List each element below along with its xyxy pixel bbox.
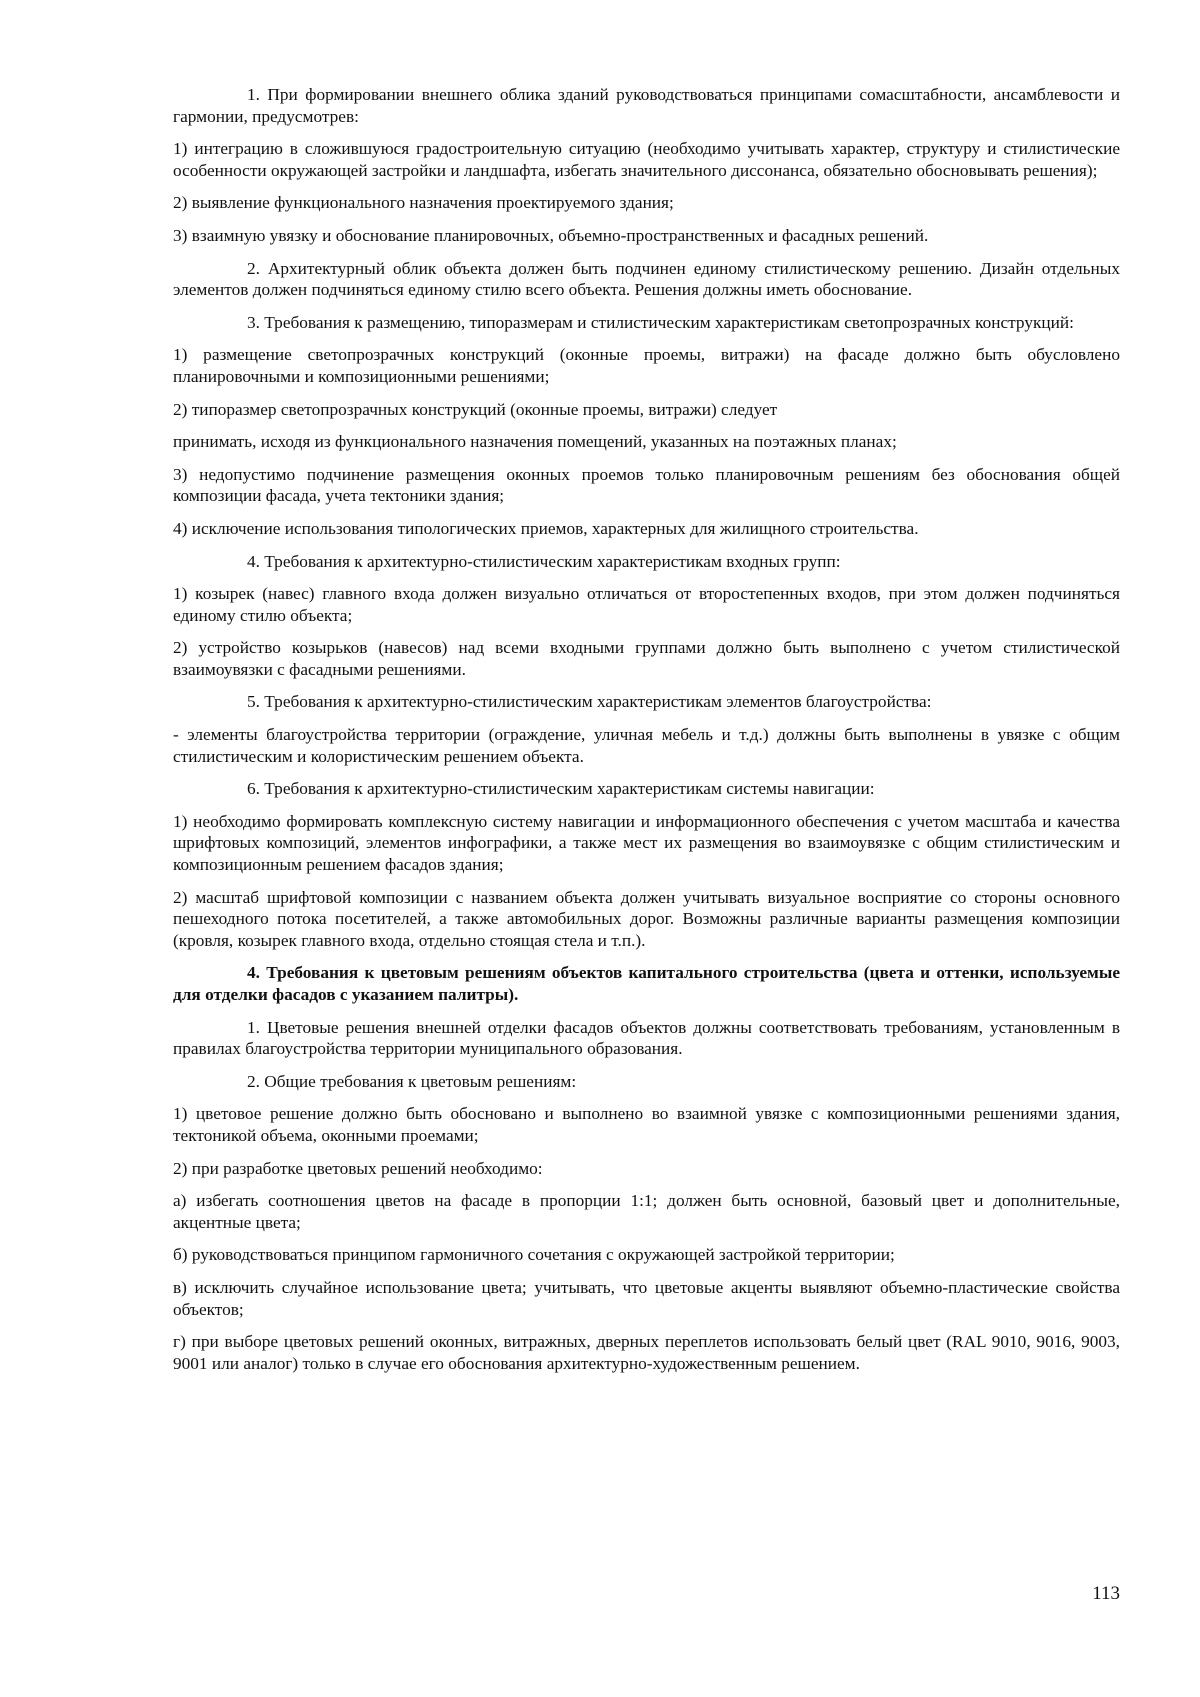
paragraph: 2) выявление функционального назначения проектируемого здания; xyxy=(173,193,674,213)
paragraph: 1) козырек (навес) главного входа должен визуально отличаться от второстепенных входов, при этом должен подчиняться единому стилю объекта; xyxy=(173,584,1120,625)
paragraph: б) руководствоваться принципом гармоничного сочетания с окружающей застройкой территории; xyxy=(173,1245,895,1265)
document-body xyxy=(173,84,1120,1374)
paragraph: 4. Требования к архитектурно-стилистическим характеристикам входных групп: xyxy=(247,551,841,571)
paragraph: а) избегать соотношения цветов на фасаде в пропорции 1:1; должен быть основной, базовый цвет и дополнительные, акцентные цвета; xyxy=(173,1191,1120,1232)
paragraph: 4) исключение использования типологических приемов, характерных для жилищного строительства. xyxy=(173,518,919,538)
paragraph: 5. Требования к архитектурно-стилистическим характеристикам элементов благоустройства: xyxy=(247,692,932,712)
paragraph: г) при выборе цветовых решений оконных, витражных, дверных переплетов использовать белый цвет (RAL 9010, 9016, 9003, 9001 или аналог) только в случае его обоснования архитектурно-художественным решением. xyxy=(173,1332,1120,1373)
paragraph: 1. При формировании внешнего облика зданий руководствоваться принципами сомасштабности, ансамблевости и гармонии, предусмотрев: xyxy=(173,85,1120,126)
paragraph: 2) масштаб шрифтовой композиции с названием объекта должен учитывать визуальное восприятие со стороны основного пешеходного потока посетителей, а также автомобильных дорог. Возможны различные варианты размещения композиции (кровля, козырек главного входа, отдельно стоящая стела и т.п.). xyxy=(173,887,1120,950)
paragraph: 1. Цветовые решения внешней отделки фасадов объектов должны соответствовать требованиям, установленным в правилах благоустройства территории муниципального образования. xyxy=(173,1017,1120,1059)
paragraph: 3) недопустимо подчинение размещения оконных проемов только планировочным решениям без обоснования общей композиции фасада, учета тектоники здания; xyxy=(173,464,1120,506)
paragraph: 1) необходимо формировать комплексную систему навигации и информационного обеспечения с учетом масштаба и качества шрифтовых композиций, элементов инфографики, а также мест их размещения во взаимоувязке с общим стилистическим и композиционным решением фасадов здания; xyxy=(173,811,1120,875)
page-number: 113 xyxy=(1092,1583,1120,1604)
paragraph: 2) устройство козырьков (навесов) над всеми входными группами должно быть выполнено с учетом стилистической взаимоувязки с фасадными решениями. xyxy=(173,638,1120,679)
paragraph: в) исключить случайное использование цвета; учитывать, что цветовые акценты выявляют объемно-пластические свойства объектов; xyxy=(173,1277,1120,1319)
paragraph: 2. Архитектурный облик объекта должен быть подчинен единому стилистическому решению. Дизайн отдельных элементов должен подчиняться единому стилю всего объекта. Решения должны иметь обоснование. xyxy=(173,258,1120,300)
paragraph: 2) при разработке цветовых решений необходимо: xyxy=(173,1158,543,1178)
paragraph: 6. Требования к архитектурно-стилистическим характеристикам системы навигации: xyxy=(247,779,875,799)
paragraph: 1) интеграцию в сложившуюся градостроительную ситуацию (необходимо учитывать характер, структуру и стилистические особенности окружающей застройки и ландшафта, избегать значительного диссонанса, обязательно обосновывать решения); xyxy=(173,139,1120,180)
paragraph: 3) взаимную увязку и обоснование планировочных, объемно-пространственных и фасадных решений. xyxy=(173,225,929,245)
paragraph: 1) размещение светопрозрачных конструкций (оконные проемы, витражи) на фасаде должно быть обусловлено планировочными и композиционными решениями; xyxy=(173,345,1120,386)
paragraph: - элементы благоустройства территории (ограждение, уличная мебель и т.д.) должны быть выполнены в увязке с общим стилистическим и колористическим решением объекта. xyxy=(173,725,1120,766)
paragraph: 2. Общие требования к цветовым решениям: xyxy=(247,1071,577,1091)
paragraph: 1) цветовое решение должно быть обосновано и выполнено во взаимной увязке с композиционными решениями здания, тектоникой объема, оконными проемами; xyxy=(173,1104,1120,1145)
paragraph: 4. Требования к цветовым решениям объектов капитального строительства (цвета и оттенки, используемые для отделки фасадов с указанием палитры). xyxy=(173,963,1120,1004)
paragraph: принимать, исходя из функционального назначения помещений, указанных на поэтажных планах; xyxy=(173,432,897,452)
paragraph: 2) типоразмер светопрозрачных конструкций (оконные проемы, витражи) следует xyxy=(173,399,778,419)
paragraph: 3. Требования к размещению, типоразмерам и стилистическим характеристикам светопрозрачных конструкций: xyxy=(247,312,1074,332)
